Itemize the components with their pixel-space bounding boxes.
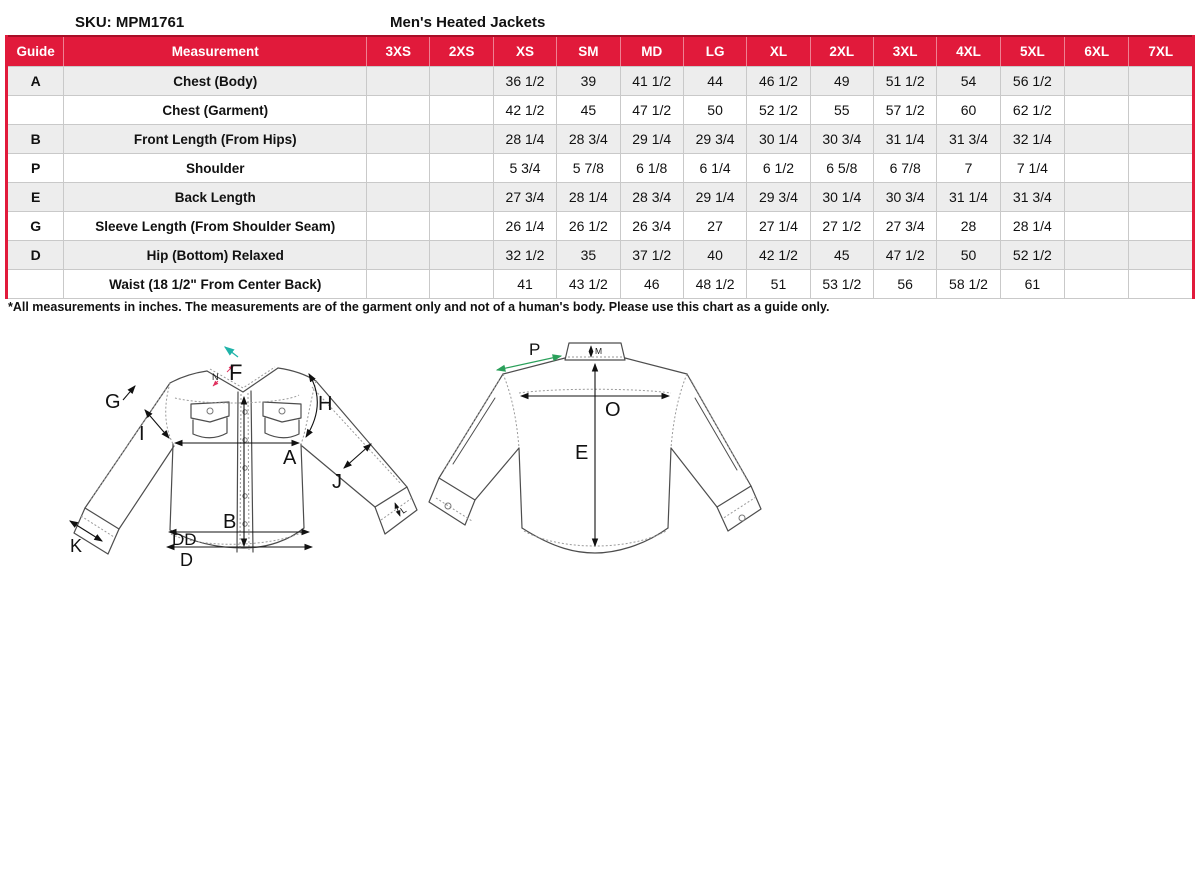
value-cell: [430, 154, 493, 183]
measurement-cell: Sleeve Length (From Shoulder Seam): [64, 212, 367, 241]
table-row: [7, 67, 1194, 96]
diagram-label-j: J: [332, 471, 342, 493]
diagram-label-e: E: [575, 442, 589, 464]
table-row: [7, 270, 1194, 299]
value-cell: 27 3/4: [493, 183, 556, 212]
value-cell: [367, 154, 430, 183]
column-header-5xl: 5XL: [1000, 36, 1064, 67]
diagram-label-m: M: [595, 346, 603, 356]
diagram-label-n: N: [212, 372, 219, 382]
value-cell: [1065, 183, 1129, 212]
column-header-7xl: 7XL: [1129, 36, 1194, 67]
value-cell: 47 1/2: [873, 241, 936, 270]
diagram-label-l: L: [398, 504, 409, 516]
table-row: [7, 212, 1194, 241]
guide-cell: B: [7, 125, 64, 154]
value-cell: 27: [683, 212, 746, 241]
page-title: Men's Heated Jackets: [390, 14, 546, 31]
value-cell: [1129, 270, 1194, 299]
column-header-lg: LG: [683, 36, 746, 67]
value-cell: 5 3/4: [493, 154, 556, 183]
value-cell: 52 1/2: [1000, 241, 1064, 270]
measurement-cell: Hip (Bottom) Relaxed: [64, 241, 367, 270]
back-measure-arrows: [521, 346, 669, 546]
guide-cell: [7, 270, 64, 299]
value-cell: 45: [810, 241, 873, 270]
value-cell: [430, 212, 493, 241]
value-cell: 51: [747, 270, 810, 299]
guide-cell: A: [7, 67, 64, 96]
diagram-label-g: G: [105, 391, 121, 413]
value-cell: 54: [937, 67, 1000, 96]
value-cell: 27 1/4: [747, 212, 810, 241]
value-cell: 31 3/4: [937, 125, 1000, 154]
value-cell: 31 1/4: [873, 125, 936, 154]
value-cell: 57 1/2: [873, 96, 936, 125]
value-cell: 7 1/4: [1000, 154, 1064, 183]
measurement-cell: Chest (Body): [64, 67, 367, 96]
table-row: [7, 96, 1194, 125]
page-header: [0, 14, 1200, 34]
value-cell: 31 1/4: [937, 183, 1000, 212]
value-cell: 35: [557, 241, 620, 270]
value-cell: [1065, 125, 1129, 154]
value-cell: 29 1/4: [620, 125, 683, 154]
value-cell: 40: [683, 241, 746, 270]
column-header-guide: Guide: [7, 36, 64, 67]
table-row: [7, 125, 1194, 154]
diagram-label-h: H: [318, 393, 333, 415]
guide-cell: [7, 96, 64, 125]
column-header-sm: SM: [557, 36, 620, 67]
value-cell: 28 3/4: [557, 125, 620, 154]
value-cell: 56: [873, 270, 936, 299]
value-cell: [1065, 67, 1129, 96]
column-header-3xs: 3XS: [367, 36, 430, 67]
size-chart-table: [5, 35, 1195, 299]
measurement-cell: Chest (Garment): [64, 96, 367, 125]
value-cell: 41 1/2: [620, 67, 683, 96]
value-cell: 6 1/2: [747, 154, 810, 183]
value-cell: [1129, 183, 1194, 212]
measurement-cell: Shoulder: [64, 154, 367, 183]
guide-cell: E: [7, 183, 64, 212]
diagram-label-dd: DD: [172, 530, 197, 549]
value-cell: 51 1/2: [873, 67, 936, 96]
value-cell: 26 1/2: [557, 212, 620, 241]
value-cell: 50: [683, 96, 746, 125]
sku-label: SKU: MPM1761: [75, 14, 185, 31]
value-cell: [367, 67, 430, 96]
value-cell: [1129, 125, 1194, 154]
value-cell: 30 3/4: [810, 125, 873, 154]
value-cell: [1065, 241, 1129, 270]
value-cell: [1129, 212, 1194, 241]
guide-cell: P: [7, 154, 64, 183]
value-cell: 61: [1000, 270, 1064, 299]
value-cell: [367, 96, 430, 125]
value-cell: 36 1/2: [493, 67, 556, 96]
value-cell: [1065, 96, 1129, 125]
diagram-label-p: P: [529, 340, 541, 359]
value-cell: [367, 183, 430, 212]
front-jacket-buttons: [207, 408, 285, 526]
value-cell: 29 1/4: [683, 183, 746, 212]
value-cell: [1129, 154, 1194, 183]
diagram-label-d: D: [180, 550, 193, 570]
value-cell: 7: [937, 154, 1000, 183]
value-cell: [1129, 67, 1194, 96]
value-cell: [430, 125, 493, 154]
value-cell: 26 1/4: [493, 212, 556, 241]
diagram-label-a: A: [283, 447, 297, 469]
collar-measure-arrow: [225, 347, 238, 357]
measurement-cell: Waist (18 1/2" From Center Back): [64, 270, 367, 299]
value-cell: [430, 96, 493, 125]
diagram-label-k: K: [70, 536, 83, 556]
value-cell: 47 1/2: [620, 96, 683, 125]
value-cell: [1065, 270, 1129, 299]
back-jacket-stitching: [436, 357, 756, 546]
value-cell: 27 1/2: [810, 212, 873, 241]
value-cell: 32 1/2: [493, 241, 556, 270]
column-header-2xl: 2XL: [810, 36, 873, 67]
value-cell: 5 7/8: [557, 154, 620, 183]
diagram-label-i: I: [139, 423, 145, 445]
value-cell: 46 1/2: [747, 67, 810, 96]
column-header-3xl: 3XL: [873, 36, 936, 67]
value-cell: 39: [557, 67, 620, 96]
value-cell: [1065, 212, 1129, 241]
column-header-4xl: 4XL: [937, 36, 1000, 67]
value-cell: 28 1/4: [557, 183, 620, 212]
value-cell: 30 1/4: [810, 183, 873, 212]
column-header-measurement: Measurement: [64, 36, 367, 67]
value-cell: 6 5/8: [810, 154, 873, 183]
table-row: [7, 241, 1194, 270]
value-cell: 29 3/4: [747, 183, 810, 212]
jacket-diagrams: [0, 330, 1200, 600]
front-view-diagram: [57, 340, 432, 585]
table-row: [7, 183, 1194, 212]
value-cell: 45: [557, 96, 620, 125]
value-cell: [367, 212, 430, 241]
value-cell: 50: [937, 241, 1000, 270]
value-cell: 28: [937, 212, 1000, 241]
value-cell: 32 1/4: [1000, 125, 1064, 154]
guide-cell: D: [7, 241, 64, 270]
value-cell: 28 1/4: [493, 125, 556, 154]
table-row: [7, 154, 1194, 183]
value-cell: 6 7/8: [873, 154, 936, 183]
value-cell: 28 3/4: [620, 183, 683, 212]
value-cell: 6 1/4: [683, 154, 746, 183]
footnote: *All measurements in inches. The measurements are of the garment only and not of a human's body. Please use this chart as a guide only.: [8, 300, 830, 314]
diagram-label-o: O: [605, 399, 621, 421]
value-cell: [367, 270, 430, 299]
value-cell: 30 1/4: [747, 125, 810, 154]
measurement-cell: Back Length: [64, 183, 367, 212]
value-cell: 6 1/8: [620, 154, 683, 183]
diagram-label-b: B: [223, 511, 237, 533]
value-cell: 37 1/2: [620, 241, 683, 270]
value-cell: [430, 270, 493, 299]
guide-cell: G: [7, 212, 64, 241]
column-header-md: MD: [620, 36, 683, 67]
value-cell: 48 1/2: [683, 270, 746, 299]
value-cell: 30 3/4: [873, 183, 936, 212]
value-cell: 46: [620, 270, 683, 299]
value-cell: 41: [493, 270, 556, 299]
value-cell: 42 1/2: [493, 96, 556, 125]
value-cell: 43 1/2: [557, 270, 620, 299]
value-cell: [1065, 154, 1129, 183]
value-cell: 60: [937, 96, 1000, 125]
value-cell: 55: [810, 96, 873, 125]
value-cell: 58 1/2: [937, 270, 1000, 299]
column-header-6xl: 6XL: [1065, 36, 1129, 67]
value-cell: [430, 183, 493, 212]
value-cell: 52 1/2: [747, 96, 810, 125]
value-cell: 29 3/4: [683, 125, 746, 154]
table-header-row: [7, 36, 1194, 67]
value-cell: 26 3/4: [620, 212, 683, 241]
value-cell: 53 1/2: [810, 270, 873, 299]
back-view-diagram: [425, 336, 770, 581]
value-cell: 31 3/4: [1000, 183, 1064, 212]
column-header-xs: XS: [493, 36, 556, 67]
value-cell: [367, 125, 430, 154]
value-cell: [430, 67, 493, 96]
value-cell: 62 1/2: [1000, 96, 1064, 125]
value-cell: 56 1/2: [1000, 67, 1064, 96]
value-cell: 42 1/2: [747, 241, 810, 270]
value-cell: [367, 241, 430, 270]
value-cell: 49: [810, 67, 873, 96]
value-cell: 44: [683, 67, 746, 96]
value-cell: [430, 241, 493, 270]
value-cell: 27 3/4: [873, 212, 936, 241]
measurement-cell: Front Length (From Hips): [64, 125, 367, 154]
column-header-xl: XL: [747, 36, 810, 67]
column-header-2xs: 2XS: [430, 36, 493, 67]
diagram-label-f: F: [229, 360, 243, 385]
value-cell: [1129, 96, 1194, 125]
value-cell: [1129, 241, 1194, 270]
value-cell: 28 1/4: [1000, 212, 1064, 241]
